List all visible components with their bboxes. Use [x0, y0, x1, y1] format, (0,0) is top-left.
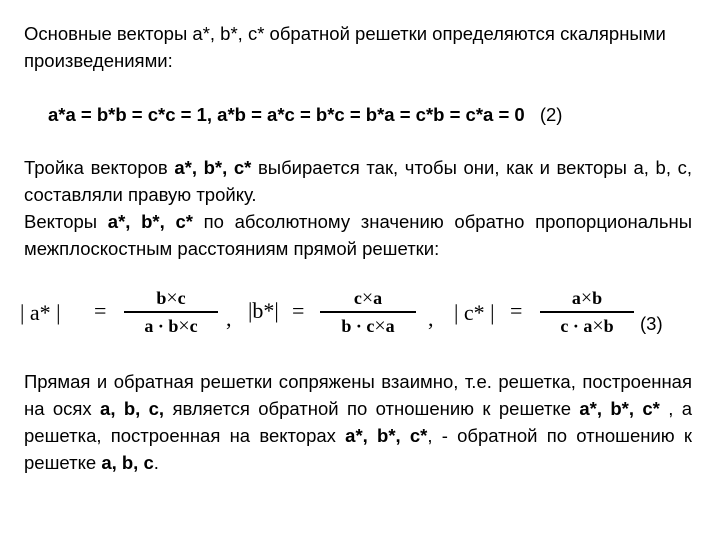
formula-a-star-denominator: a · b×c [144, 314, 198, 337]
equation-2 [48, 101, 688, 128]
conjugate-vectors-2: a*, b*, c* [579, 398, 660, 419]
intro-text: Основные векторы a*, b*, c* обратной решетки определяются скалярными произведениями: [24, 23, 666, 71]
right-triple-paragraph [24, 154, 692, 208]
equation-3-number: (3) [640, 313, 663, 334]
magnitude-pre: Векторы [24, 211, 108, 232]
formula-a-star-fraction [124, 286, 218, 338]
conjugate-vectors-4: a, b, c [101, 452, 154, 473]
conjugate-text-2: является обратной по отношению к решетке [164, 398, 580, 419]
equation-3 [0, 286, 720, 356]
formula-c-star-numerator: a×b [571, 287, 603, 309]
conjugate-text-5: . [153, 452, 159, 473]
right-triple-post: выбирается так, чтобы они, как и векторы a, b, c, составляли правую тройку. [24, 157, 692, 205]
formula-separator: , [428, 306, 434, 331]
conjugate-paragraph [24, 368, 692, 476]
magnitude-paragraph [24, 208, 692, 262]
conjugate-vectors-1: a, b, c, [100, 398, 165, 419]
formula-b-star-numerator: c×a [353, 287, 383, 309]
formula-c-star-denominator: c · a×b [560, 314, 614, 337]
formula-c-star-lhs: | c* | [454, 300, 495, 325]
formula-c-star-equals: = [510, 298, 523, 323]
formula-b-star-denominator: b · c×a [341, 314, 395, 337]
right-triple-vectors: a*, b*, c* [174, 157, 252, 178]
conjugate-vectors-3: a*, b*, c* [345, 425, 428, 446]
fraction-bar [124, 311, 218, 313]
formula-a-star-lhs: | a* | [20, 300, 61, 325]
equation-2-text: a*a = b*b = c*c = 1, a*b = a*c = b*c = b*a = c*b = c*a = 0 [48, 104, 525, 125]
formula-separator: , [226, 306, 232, 331]
conjugate-text-3: , а решетка, построенная на векторах [24, 398, 693, 446]
formula-b-star-fraction [320, 286, 416, 338]
formula-c-star-fraction [540, 286, 634, 338]
formula-a-star-numerator: b×c [156, 287, 186, 309]
formula-b-star-lhs: |b*| [248, 298, 279, 323]
formula-a-star-equals: = [94, 298, 107, 323]
fraction-bar [540, 311, 634, 313]
equation-2-number: (2) [539, 104, 563, 125]
conjugate-text-4: , - обратной по отношению к решетке [24, 425, 693, 473]
intro-paragraph [24, 20, 692, 74]
right-triple-pre: Тройка векторов [24, 157, 175, 178]
magnitude-vectors: a*, b*, c* [107, 211, 193, 232]
fraction-bar [320, 311, 416, 313]
magnitude-post: по абсолютному значению обратно пропорциональны межплоскостным расстояниям прямой решетки: [24, 211, 692, 259]
conjugate-text-1: Прямая и обратная решетки сопряжены взаимно, т.е. решетка, построенная на осях [24, 371, 692, 419]
formula-b-star-equals: = [292, 298, 305, 323]
